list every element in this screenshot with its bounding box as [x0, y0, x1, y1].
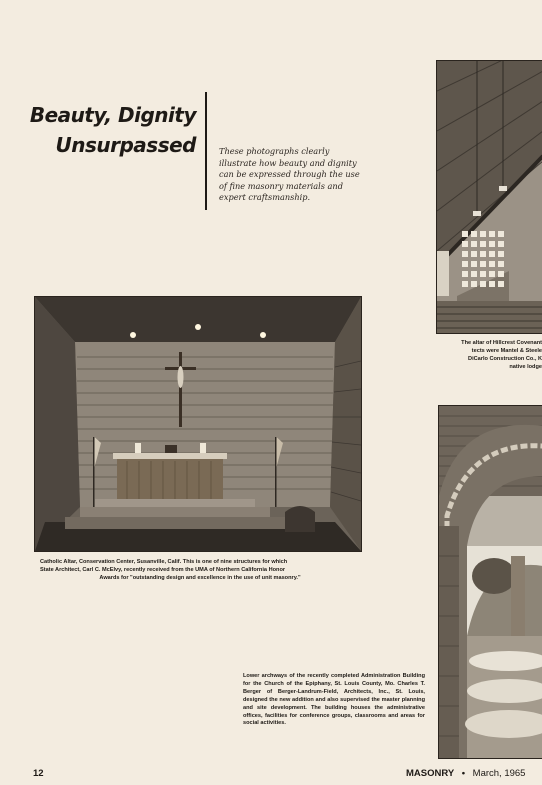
intro-text: These photographs clearly illustrate how beauty and dignity can be expressed through the use of fine masonry materials and expert craftsmanship. — [219, 146, 360, 202]
page-number: 12 — [33, 768, 44, 779]
caption-hillcrest-line-4: native lodge — [509, 363, 542, 370]
epiphany-arches-image — [439, 406, 542, 758]
issue-date: March, 1965 — [472, 768, 526, 779]
article-title — [20, 100, 196, 160]
caption-epiphany: Lower archways of the recently completed Administration Building for the Church of the Epiphany, St. Louis County, Mo. Charles T. Berger of Berger-Landrum-Field, Architects, Inc., St. Louis, designed the new addition and also supervised the master planning and site development. The building houses the administrative offices, facilities for conference groups, classrooms and areas for social activities. — [243, 673, 425, 727]
photo-epiphany-arches — [438, 405, 542, 759]
caption-hillcrest-line-2: tects were Mantel & Steele — [471, 347, 542, 354]
hillcrest-altar-image — [437, 61, 542, 333]
caption-catholic-altar — [40, 559, 360, 583]
title-line-2: Unsurpassed — [55, 133, 196, 157]
magazine-name: MASONRY — [406, 768, 455, 779]
photo-catholic-altar — [34, 296, 362, 552]
photo-hillcrest-altar — [436, 60, 542, 334]
caption-catholic-line-1: Catholic Altar, Conservation Center, Susanville, Calif. This is one of nine structures for which — [40, 559, 288, 565]
title-divider — [205, 92, 207, 210]
title-line-1: Beauty, Dignity — [29, 103, 196, 127]
catholic-altar-image — [35, 297, 361, 551]
running-footer — [406, 768, 542, 779]
caption-hillcrest-line-1: The altar of Hillcrest Covenant — [461, 340, 542, 346]
caption-catholic-line-3: Awards for "outstanding design and excellence in the use of unit masonry." — [99, 574, 301, 581]
footer-bullet: • — [461, 768, 466, 779]
caption-hillcrest-line-3: DiCarlo Construction Co., K — [468, 355, 542, 362]
caption-hillcrest — [436, 340, 542, 372]
caption-catholic-line-2: State Architect, Carl C. McElvy, recently received from the UMA of Northern California Honor — [40, 566, 286, 573]
